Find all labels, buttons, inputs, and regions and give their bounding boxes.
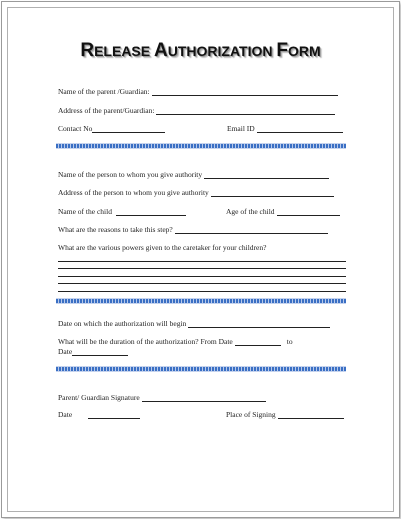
parent-name-row xyxy=(58,87,338,96)
signature-label: Parent/ Guardian Signature xyxy=(58,393,140,402)
title-initial-f: F xyxy=(276,40,288,61)
reasons-field[interactable] xyxy=(175,225,328,234)
date-begin-field[interactable] xyxy=(188,319,330,328)
date-begin-label: Date on which the authorization will begin xyxy=(58,319,187,328)
parent-address-label: Address of the parent/Guardian: xyxy=(58,106,155,115)
powers-answer-line-4[interactable] xyxy=(58,283,346,284)
child-name-field[interactable] xyxy=(116,207,186,216)
signature-field[interactable] xyxy=(142,393,266,402)
sign-date-row xyxy=(58,410,140,419)
sign-date-label: Date xyxy=(58,410,73,419)
title-word-release: ELEASE xyxy=(94,43,154,59)
powers-answer-line-5[interactable] xyxy=(58,291,346,292)
duration-to-label: to xyxy=(286,337,293,346)
title-initial-a: A xyxy=(154,40,168,61)
reasons-label: What are the reasons to take this step? xyxy=(58,225,173,234)
contact-label: Contact No xyxy=(58,124,93,133)
authority-address-label: Address of the person to whom you give authority xyxy=(58,188,209,197)
email-field[interactable] xyxy=(257,124,343,133)
place-label: Place of Signing xyxy=(226,410,276,419)
duration-from-field[interactable] xyxy=(235,337,281,346)
duration-label: What will be the duration of the authorization? From Date xyxy=(58,337,233,346)
duration-row xyxy=(58,337,293,346)
sign-date-field[interactable] xyxy=(88,410,140,419)
place-field[interactable] xyxy=(278,410,344,419)
powers-answer-line-2[interactable] xyxy=(58,268,346,269)
child-age-field[interactable] xyxy=(277,207,340,216)
page-inner-border xyxy=(7,7,394,512)
email-label: Email ID xyxy=(227,124,255,133)
child-age-label: Age of the child xyxy=(226,207,275,216)
place-row xyxy=(226,410,344,419)
email-row xyxy=(227,124,343,133)
title-word-form: ORM xyxy=(287,43,321,59)
authority-address-field[interactable] xyxy=(211,188,334,197)
reasons-row xyxy=(58,225,328,234)
signature-row xyxy=(58,393,266,402)
powers-row xyxy=(58,243,266,252)
authority-name-label: Name of the person to whom you give authority xyxy=(58,170,203,179)
authority-name-field[interactable] xyxy=(204,170,329,179)
title-word-authorization: UTHORIZATION xyxy=(167,43,277,59)
authority-name-row xyxy=(58,170,329,179)
child-name-row xyxy=(58,207,186,216)
duration-to-field[interactable] xyxy=(72,347,128,356)
form-title xyxy=(0,40,401,62)
parent-name-field[interactable] xyxy=(152,87,338,96)
section-divider-1 xyxy=(56,143,346,149)
duration-to-date-label: Date xyxy=(58,347,73,356)
title-initial-r: R xyxy=(80,40,95,61)
parent-address-field[interactable] xyxy=(156,106,335,115)
powers-answer-line-3[interactable] xyxy=(58,276,346,277)
duration-to-row xyxy=(58,347,128,356)
date-begin-row xyxy=(58,319,330,328)
contact-field[interactable] xyxy=(92,124,165,133)
powers-answer-line-1[interactable] xyxy=(58,261,346,262)
powers-label: What are the various powers given to the caretaker for your children? xyxy=(58,243,267,252)
parent-name-label: Name of the parent /Guardian: xyxy=(58,87,150,96)
child-name-label: Name of the child xyxy=(58,207,112,216)
section-divider-2 xyxy=(56,298,346,304)
parent-address-row xyxy=(58,106,335,115)
section-divider-3 xyxy=(56,366,346,372)
contact-row xyxy=(58,124,165,133)
authority-address-row xyxy=(58,188,334,197)
child-age-row xyxy=(226,207,340,216)
